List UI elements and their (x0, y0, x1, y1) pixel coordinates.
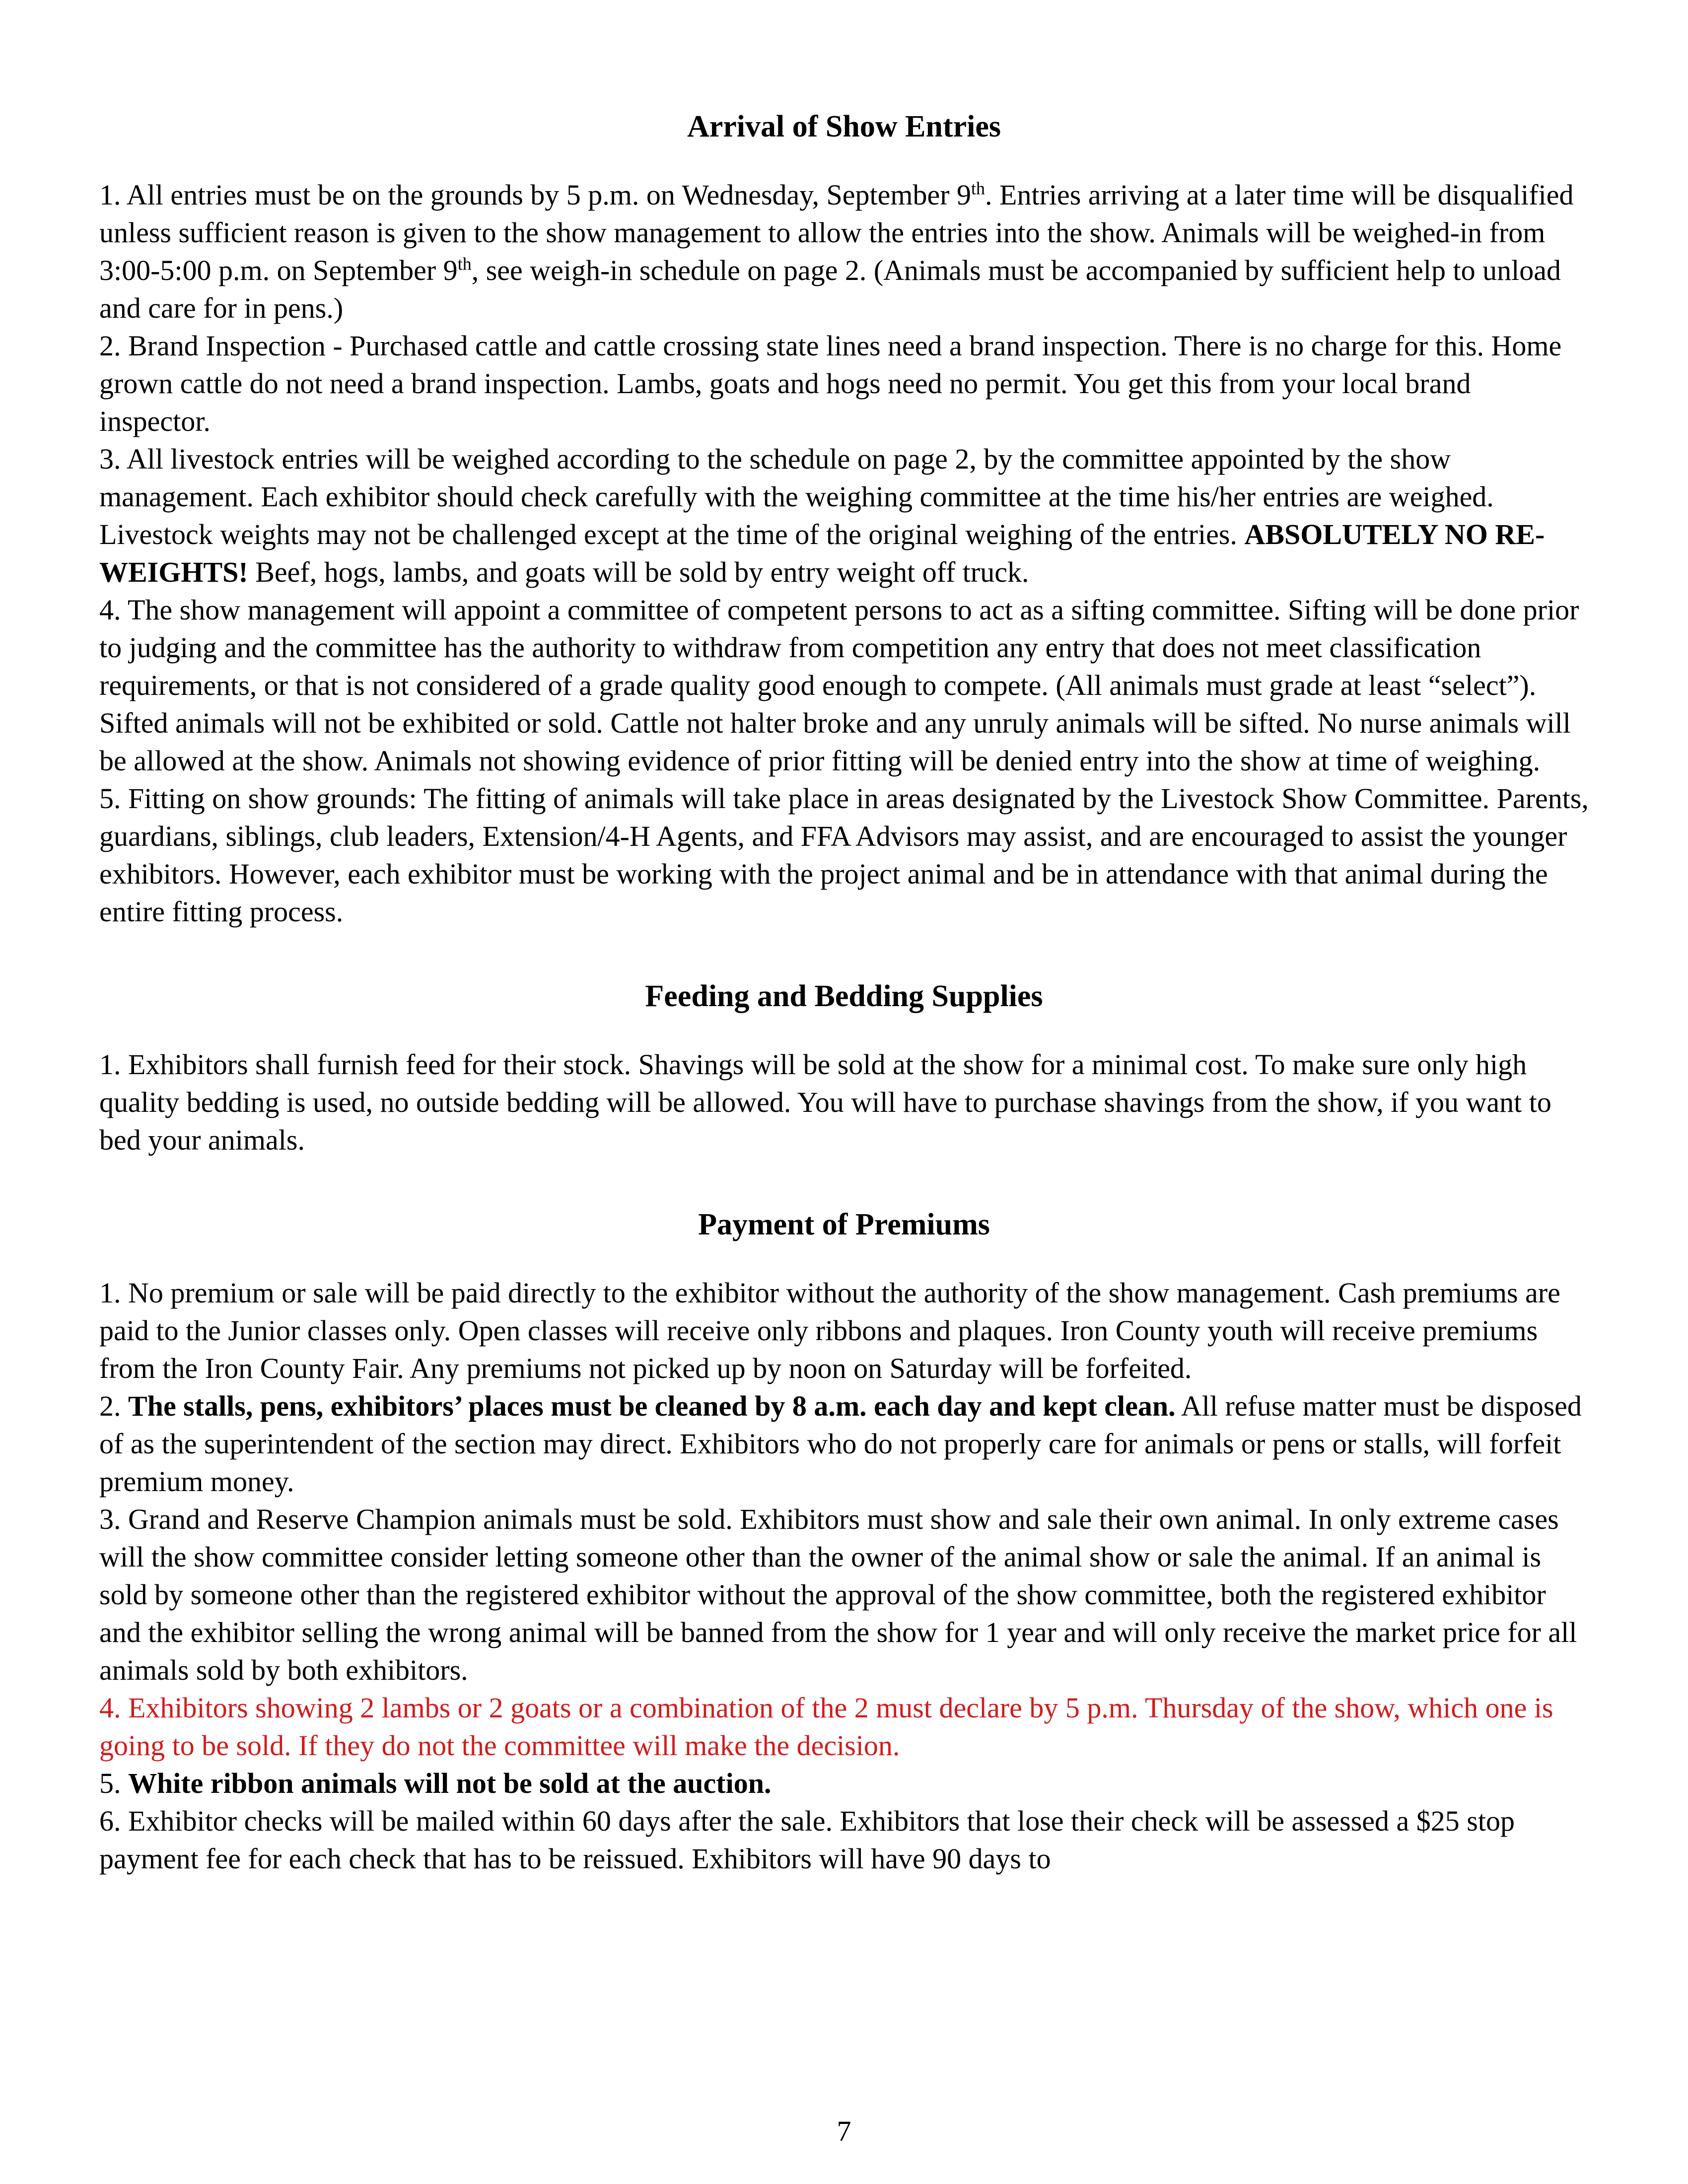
section-title-feeding: Feeding and Bedding Supplies (645, 979, 1043, 1013)
premiums-item-3: 3. Grand and Reserve Champion animals must be sold. Exhibitors must show and sale their own animal. In only extreme cases will the show committee consider letting someone other than the owner of the animal show or sale the animal. If an animal is sold by someone other than the registered exhibitor without the approval of the show committee, both the registered exhibitor and the exhibitor selling the wrong animal will be banned from the show for 1 year and will only receive the market price for all animals sold by both exhibitors. (99, 1503, 1577, 1686)
section-title-premiums: Payment of Premiums (698, 1208, 990, 1241)
white-ribbon-rule: White ribbon animals will not be sold at the auction. (128, 1767, 772, 1799)
page-content (99, 97, 1589, 1878)
feeding-item-1: 1. Exhibitors shall furnish feed for their stock. Shavings will be sold at the show for a minimal cost. To make sure only high quality bedding is used, no outside bedding will be allowed. You will have to purchase shavings from the show, if you want to bed your animals. (99, 1048, 1551, 1156)
cleaning-rule: The stalls, pens, exhibitors’ places must be cleaned by 8 a.m. each day and kept clean. (128, 1390, 1176, 1422)
premiums-item-2: 2. The stalls, pens, exhibitors’ places must be cleaned by 8 a.m. each day and kept clean. All refuse matter must be disposed of as the superintendent of the section may direct. Exhibitors who do not properly care for animals or pens or stalls, will forfeit premium money. (99, 1390, 1582, 1498)
section-title-arrival: Arrival of Show Entries (687, 110, 1001, 143)
premiums-item-6: 6. Exhibitor checks will be mailed within 60 days after the sale. Exhibitors that lose their check will be assessed a $25 stop payment fee for each check that has to be reissued. Exhibitors will have 90 days to (99, 1805, 1515, 1875)
premiums-item-4: 4. Exhibitors showing 2 lambs or 2 goats or a combination of the 2 must declare by 5 p.m. Thursday of the show, which one is going to be sold. If they do not the committee will make the decision. (99, 1692, 1553, 1762)
arrival-item-3: 3. All livestock entries will be weighed according to the schedule on page 2, by the committee appointed by the show management. Each exhibitor should check carefully with the weighing committee at the time his/her entries are weighed. Livestock weights may not be challenged except at the time of the original weighing of the entries. ABSOLUTELY NO RE-WEIGHTS! Beef, hogs, lambs, and goats will be sold by entry weight off truck. (99, 443, 1545, 588)
premiums-item-1: 1. No premium or sale will be paid directly to the exhibitor without the authority of the show management. Cash premiums are paid to the Junior classes only. Open classes will receive only ribbons and plaques. Iron County youth will receive premiums from the Iron County Fair. Any premiums not picked up by noon on Saturday will be forfeited. (99, 1277, 1560, 1384)
premiums-item-5: 5. White ribbon animals will not be sold at the auction. (99, 1767, 772, 1799)
arrival-item-5: 5. Fitting on show grounds: The fitting of animals will take place in areas designated by the Livestock Show Committee. Parents, guardians, siblings, club leaders, Extension/4-H Agents, and FFA Advisors may assist, and are encouraged to assist the younger exhibitors. However, each exhibitor must be working with the project animal and be in attendance with that animal during the entire fitting process. (99, 782, 1589, 928)
page-number: 7 (837, 2115, 851, 2147)
arrival-item-4: 4. The show management will appoint a committee of competent persons to act as a sifting committee. Sifting will be done prior to judging and the committee has the authority to withdraw from competition any entry that does not meet classification requirements, or that is not considered of a grade quality good enough to compete. (All animals must grade at least “select”). Sifted animals will not be exhibited or sold. Cattle not halter broke and any unruly animals will be sifted. No nurse animals will be allowed at the show. Animals not showing evidence of prior fitting will be denied entry into the show at time of weighing. (99, 594, 1579, 777)
arrival-item-2: 2. Brand Inspection - Purchased cattle and cattle crossing state lines need a brand inspection. There is no charge for this. Home grown cattle do not need a brand inspection. Lambs, goats and hogs need no permit. You get this from your local brand inspector. (99, 330, 1562, 437)
arrival-item-1: 1. All entries must be on the grounds by 5 p.m. on Wednesday, September 9th. Entries arriving at a later time will be disqualified unless sufficient reason is given to the show management to allow the entries into the show. Animals will be weighed-in from 3:00-5:00 p.m. on September 9th, see weigh-in schedule on page 2. (Animals must be accompanied by sufficient help to unload and care for in pens.) (99, 178, 1574, 324)
no-reweights-notice: ABSOLUTELY NO RE-WEIGHTS! (99, 518, 1545, 588)
